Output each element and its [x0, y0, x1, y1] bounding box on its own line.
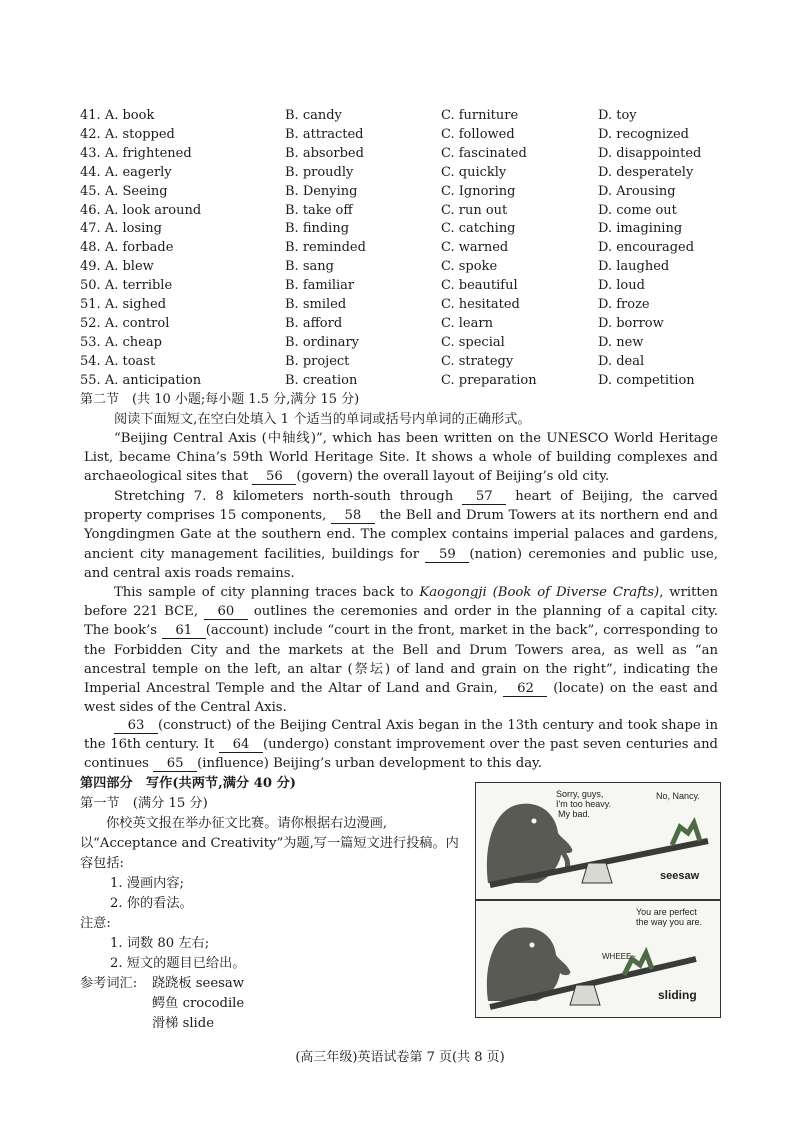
question-option-row [0, 352, 800, 371]
question-option-row [0, 314, 800, 333]
blank-64[interactable]: 64 [219, 737, 263, 753]
option-d[interactable] [598, 352, 644, 371]
option-text: C. learn [441, 315, 493, 331]
question-option-row [0, 257, 800, 276]
question-number: 45. [80, 183, 101, 199]
content-item: 1. 漫画内容; [110, 876, 184, 891]
option-text: B. attracted [285, 126, 364, 142]
section2-title: 第二节 (共 10 小题;每小题 1.5 分,满分 15 分) [80, 392, 360, 407]
option-text: C. preparation [441, 372, 537, 388]
option-b[interactable] [285, 106, 342, 125]
blank-56[interactable]: 56 [252, 469, 296, 485]
option-text: D. new [598, 334, 644, 350]
option-a[interactable] [80, 295, 166, 314]
bubble-text: You are perfect [636, 907, 697, 917]
question-number: 51. [80, 297, 101, 312]
option-d[interactable] [598, 314, 664, 333]
question-option-row [0, 182, 800, 201]
section2-instruction: 阅读下面短文,在空白处填入 1 个适当的单词或括号内单词的正确形式。 [114, 412, 531, 427]
option-b[interactable] [285, 352, 349, 371]
option-text: A. Seeing [104, 183, 168, 199]
option-text: A. book [104, 108, 155, 123]
option-d[interactable] [598, 371, 695, 390]
option-text: D. froze [598, 297, 650, 312]
option-text: C. hesitated [441, 297, 520, 312]
option-text: D. deal [598, 353, 645, 369]
option-text: A. sighed [104, 297, 167, 312]
option-d[interactable] [598, 182, 676, 201]
blank-65[interactable]: 65 [153, 756, 197, 772]
option-b[interactable] [285, 314, 342, 333]
cartoon-seesaw-panel [475, 782, 721, 900]
option-a[interactable] [80, 125, 175, 144]
question-number: 42. [80, 126, 101, 142]
option-text: A. eagerly [104, 164, 172, 180]
question-option-row [0, 144, 800, 163]
option-text: B. finding [285, 221, 350, 237]
option-text: A. losing [104, 221, 162, 237]
option-text: B. take off [285, 202, 353, 218]
option-text: C. strategy [441, 353, 514, 369]
option-a[interactable] [80, 371, 201, 390]
whee-text: WHEEE~ [602, 952, 637, 961]
note-item: 2. 短文的题目已给出。 [110, 956, 246, 971]
option-text: B. sang [285, 259, 334, 275]
option-text: A. anticipation [104, 372, 202, 388]
option-text: D. come out [598, 202, 677, 218]
question-number: 49. [80, 259, 101, 275]
option-d[interactable] [598, 163, 693, 182]
option-text: A. terrible [104, 278, 173, 294]
option-text: D. disappointed [598, 145, 702, 161]
vocab-item: 滑梯 slide [152, 1016, 215, 1031]
option-a[interactable] [80, 219, 162, 238]
sliding-illustration [476, 901, 720, 1017]
option-c[interactable] [441, 144, 527, 163]
option-d[interactable] [598, 144, 701, 163]
bubble-text: Sorry, guys, [556, 789, 604, 799]
option-text: C. special [441, 334, 505, 350]
option-c[interactable] [441, 201, 507, 220]
option-text: B. smiled [285, 297, 347, 312]
option-text: D. borrow [598, 315, 664, 331]
question-option-row [0, 106, 800, 125]
option-c[interactable] [441, 257, 497, 276]
option-text: A. blew [104, 259, 154, 275]
option-text: C. beautiful [441, 278, 518, 294]
option-c[interactable] [441, 106, 518, 125]
option-text: B. Denying [285, 183, 358, 199]
option-text: D. imagining [598, 221, 683, 237]
cartoon-sliding-panel [475, 900, 721, 1018]
option-c[interactable] [441, 333, 505, 352]
option-text: D. recognized [598, 126, 689, 142]
option-c[interactable] [441, 314, 493, 333]
vocab-item: 鳄鱼 crocodile [152, 996, 245, 1011]
option-text: C. catching [441, 221, 516, 237]
option-text: B. afford [285, 315, 343, 331]
vocab-item: 跷跷板 seesaw [152, 976, 245, 991]
option-d[interactable] [598, 257, 669, 276]
vocab-list [80, 974, 470, 994]
option-b[interactable] [285, 238, 366, 257]
bubble-text: the way you are. [636, 917, 703, 927]
question-option-row [0, 295, 800, 314]
bubble-text: I'm too heavy. [556, 799, 612, 809]
option-a[interactable] [80, 144, 192, 163]
option-text: B. familiar [285, 278, 355, 294]
passage-paragraph-4: 63 (construct) of the Beijing Central Axis began in the 13th century and took shape in the 16th century. It 64 (undergo) constant improvement over the past seven centuries and continues 65 (influence) Beijing’s urban development to this day. [84, 718, 718, 772]
option-text: D. Arousing [598, 183, 676, 199]
elephant-eye [532, 819, 537, 824]
question-number: 53. [80, 334, 101, 350]
passage-paragraph-3: This sample of city planning traces back to Kaogongji (Book of Diverse Crafts), written before 221 BCE, 60 outlines the ceremonies and order in the planning of a capital city. The book’s 61 (account) include “court in the front, market in the back”, corresponding to the Forbidden City and the markets at the Bell and Drum Towers area, as well as “an ancestral temple on the left, an altar (祭坛) of land and grain on the right”, indicating the Imperial Ancestral Temple and the Altar of Land and Grain, 62 (locate) on the east and west sides of the Central Axis. [84, 585, 719, 716]
option-b[interactable] [285, 295, 346, 314]
option-b[interactable] [285, 276, 354, 295]
bubble-text: No, Nancy. [656, 791, 700, 801]
question-number: 47. [80, 221, 101, 237]
option-text: A. forbade [104, 240, 174, 256]
question-number: 43. [80, 145, 101, 161]
option-d[interactable] [598, 276, 645, 295]
option-text: B. reminded [285, 240, 366, 256]
option-d[interactable] [598, 219, 682, 238]
question-option-row [0, 238, 800, 257]
option-a[interactable] [80, 163, 172, 182]
blank-62[interactable]: 62 [503, 681, 547, 697]
option-c[interactable] [441, 182, 515, 201]
option-text: A. look around [104, 202, 202, 218]
passage-paragraph-1: “Beijing Central Axis (中轴线)”, which has been written on the UNESCO World Heritage List, became China’s 59th World Heritage Site. It shows a whole of building complexes and archaeological sites that 56 (govern) the overall layout of Beijing’s old city. [84, 431, 718, 485]
option-text: C. furniture [441, 108, 519, 123]
part4-subtitle: 第一节 (满分 15 分) [80, 796, 208, 811]
blank-57[interactable]: 57 [462, 489, 506, 505]
option-b[interactable] [285, 163, 353, 182]
option-text: B. creation [285, 372, 358, 388]
option-text: A. control [104, 315, 170, 331]
writing-task [80, 774, 470, 1034]
option-b[interactable] [285, 125, 364, 144]
option-text: C. followed [441, 126, 515, 142]
option-text: B. proudly [285, 164, 354, 180]
blank-63[interactable]: 63 [114, 718, 158, 734]
option-c[interactable] [441, 125, 515, 144]
caption-sliding: sliding [658, 988, 697, 1002]
blank-59[interactable]: 59 [425, 547, 469, 563]
blank-61[interactable]: 61 [162, 623, 206, 639]
option-b[interactable] [285, 257, 334, 276]
option-d[interactable] [598, 106, 637, 125]
option-text: A. stopped [104, 126, 175, 142]
bubble-text: My bad. [558, 809, 591, 819]
option-text: A. cheap [104, 334, 162, 350]
option-text: D. laughed [598, 259, 670, 275]
option-a[interactable] [80, 182, 168, 201]
option-b[interactable] [285, 182, 358, 201]
option-text: D. desperately [598, 164, 694, 180]
option-b[interactable] [285, 333, 359, 352]
option-text: B. ordinary [285, 334, 360, 350]
caption-seesaw: seesaw [660, 870, 700, 882]
page-footer: (高三年级)英语试卷第 7 页(共 8 页) [295, 1050, 505, 1065]
option-text: A. toast [104, 353, 156, 369]
question-option-row [0, 201, 800, 220]
option-text: A. frightened [104, 145, 192, 161]
option-c[interactable] [441, 352, 513, 371]
option-a[interactable] [80, 314, 169, 333]
option-text: C. quickly [441, 164, 507, 180]
option-c[interactable] [441, 219, 516, 238]
option-text: D. encouraged [598, 240, 695, 256]
option-text: C. run out [441, 202, 508, 218]
option-text: D. loud [598, 278, 645, 294]
question-option-row [0, 276, 800, 295]
question-option-row [0, 371, 800, 390]
option-text: B. project [285, 353, 350, 369]
question-option-row [0, 219, 800, 238]
question-number: 55. [80, 372, 101, 388]
option-text: C. spoke [441, 259, 498, 275]
option-b[interactable] [285, 219, 349, 238]
question-number: 41. [80, 108, 101, 123]
option-a[interactable] [80, 276, 172, 295]
vocab-label: 参考词汇: [80, 976, 138, 991]
option-a[interactable] [80, 238, 173, 257]
note-label: 注意: [80, 916, 111, 931]
option-a[interactable] [80, 106, 154, 125]
option-a[interactable] [80, 352, 155, 371]
option-text: C. warned [441, 240, 509, 256]
option-b[interactable] [285, 144, 364, 163]
elephant-eye [530, 943, 535, 948]
option-text: B. absorbed [285, 145, 364, 161]
writing-prompt: 你校英文报在举办征文比赛。请你根据右边漫画,以“Acceptance and Creativity”为题,写一篇短文进行投稿。内容包括: [80, 816, 459, 871]
passage-paragraph-2: Stretching 7. 8 kilometers north-south through 57 heart of Beijing, the carved property comprises 15 components, 58 the Bell and Drum Towers at its northern end and Yongdingmen Gate at the southern end. The complex contains imperial palaces and gardens, ancient city management facilities, buildings for 59 (nation) ceremonies and public use, and central axis roads remains. [84, 489, 718, 581]
question-number: 44. [80, 164, 101, 180]
option-d[interactable] [598, 295, 650, 314]
question-number: 52. [80, 315, 101, 331]
option-text: C. Ignoring [441, 183, 516, 199]
option-text: B. candy [285, 108, 342, 123]
option-c[interactable] [441, 276, 518, 295]
question-number: 50. [80, 278, 101, 294]
option-a[interactable] [80, 333, 162, 352]
option-c[interactable] [441, 295, 520, 314]
option-a[interactable] [80, 201, 201, 220]
option-d[interactable] [598, 333, 643, 352]
question-number: 48. [80, 240, 101, 256]
option-text: D. competition [598, 372, 695, 388]
content-item: 2. 你的看法。 [110, 896, 193, 911]
option-b[interactable] [285, 371, 357, 390]
option-c[interactable] [441, 371, 537, 390]
question-number: 46. [80, 202, 101, 218]
part4-title: 第四部分 写作(共两节,满分 40 分) [80, 776, 297, 791]
option-d[interactable] [598, 125, 689, 144]
seesaw-illustration [476, 783, 720, 899]
option-d[interactable] [598, 238, 694, 257]
blank-58[interactable]: 58 [331, 508, 375, 524]
note-item: 1. 词数 80 左右; [110, 936, 210, 951]
option-a[interactable] [80, 257, 154, 276]
question-option-row [0, 163, 800, 182]
option-text: C. fascinated [441, 145, 527, 161]
option-text: D. toy [598, 108, 637, 123]
blank-60[interactable]: 60 [204, 604, 248, 620]
option-d[interactable] [598, 201, 677, 220]
option-c[interactable] [441, 238, 508, 257]
question-number: 54. [80, 353, 101, 369]
question-option-row [0, 125, 800, 144]
question-option-row [0, 333, 800, 352]
option-c[interactable] [441, 163, 506, 182]
option-b[interactable] [285, 201, 353, 220]
